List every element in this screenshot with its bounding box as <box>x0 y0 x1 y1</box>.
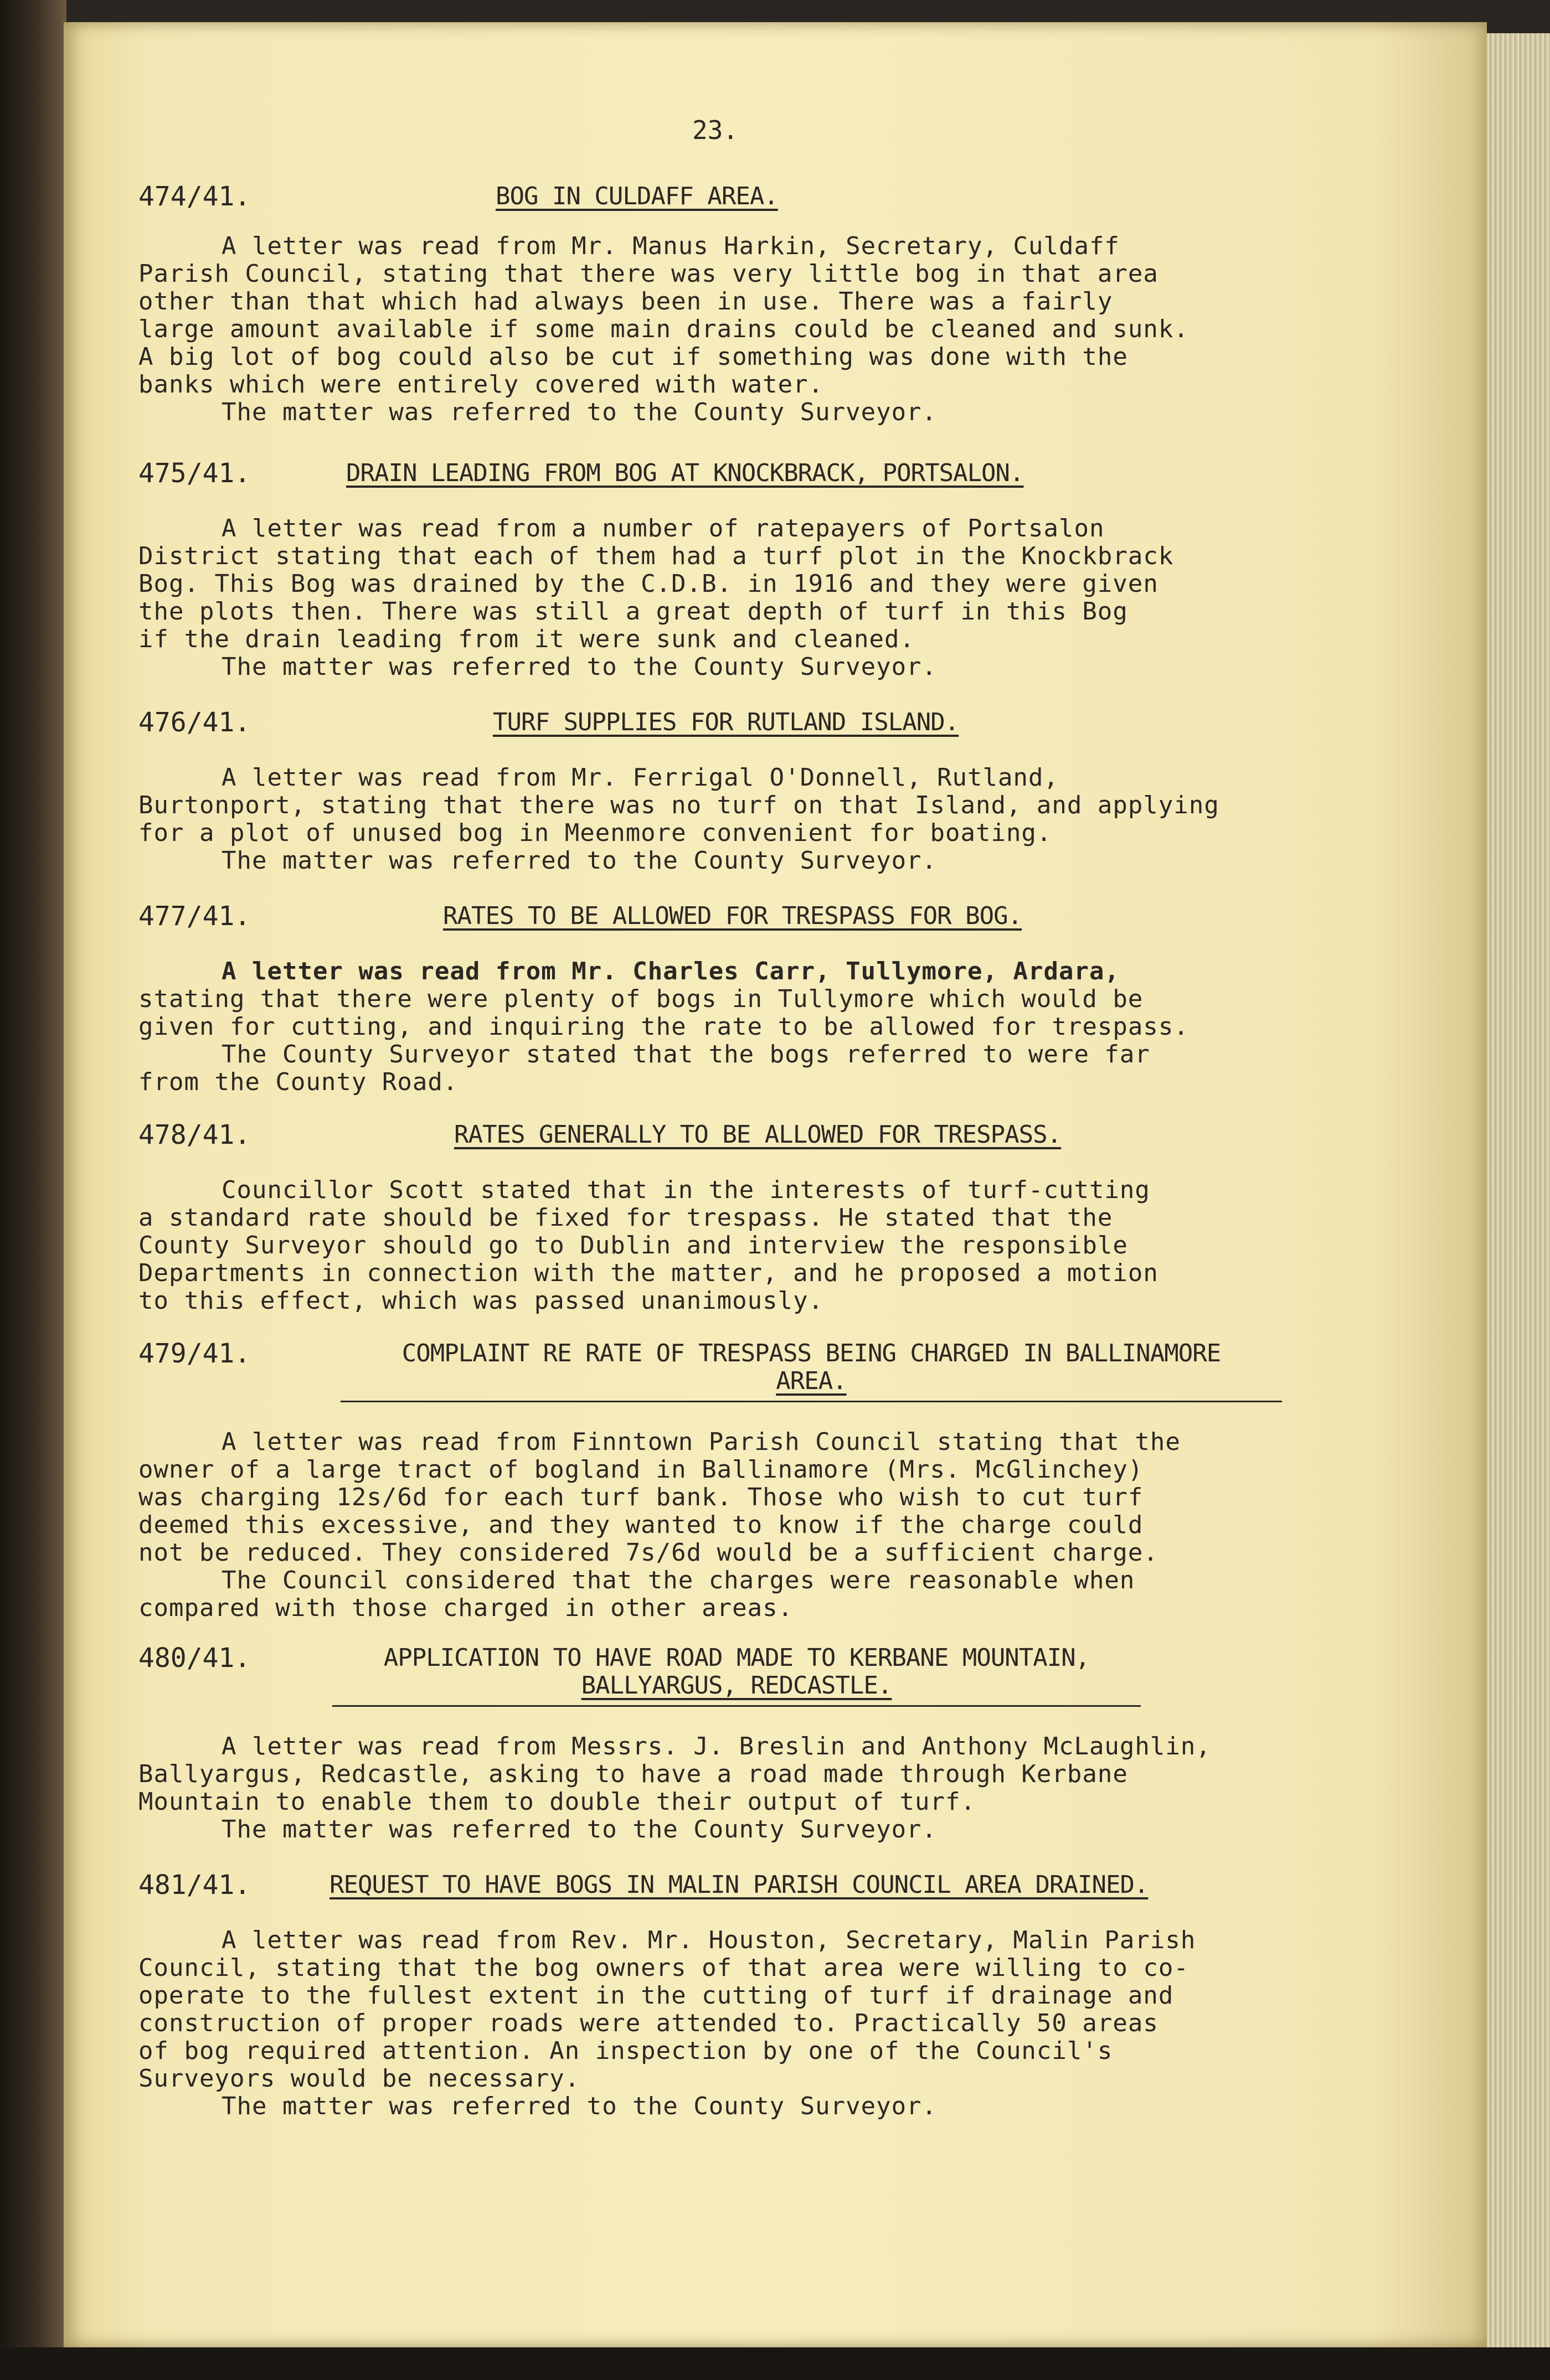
body-line: other than that which had always been in use. There was a fairly <box>138 287 1113 316</box>
body-line: owner of a large tract of bogland in Ballinamore (Mrs. McGlinchey) <box>138 1455 1144 1484</box>
body-line: stating that there were plenty of bogs in Tullymore which would be <box>138 985 1144 1013</box>
body-line: Bog. This Bog was drained by the C.D.B. in 1916 and they were given <box>138 570 1158 598</box>
body-line: Parish Council, stating that there was very little bog in that area <box>138 260 1158 288</box>
body-line: deemed this excessive, and they wanted to know if the charge could <box>138 1511 1144 1539</box>
body-line: A letter was read from Mr. Manus Harkin, Secretary, Culdaff <box>222 232 1120 260</box>
body-line: Departments in connection with the matter, and he proposed a motion <box>138 1259 1158 1287</box>
body-line: A letter was read from Rev. Mr. Houston, Secretary, Malin Parish <box>222 1926 1196 1954</box>
body-line: Burtonport, stating that there was no turf on that Island, and applying <box>138 791 1219 819</box>
minute-heading: TURF SUPPLIES FOR RUTLAND ISLAND. <box>493 708 959 736</box>
body-line: a standard rate should be fixed for trespass. He stated that the <box>138 1204 1113 1232</box>
body-line: the plots then. There was still a great depth of turf in this Bog <box>138 597 1128 626</box>
page-number: 23. <box>692 115 739 145</box>
scan-border <box>0 2347 1550 2380</box>
body-line: large amount available if some main drains could be cleaned and sunk. <box>138 315 1189 343</box>
minute-number: 479/41. <box>138 1338 251 1369</box>
minute-number: 480/41. <box>138 1643 251 1674</box>
body-line: Mountain to enable them to double their output of turf. <box>138 1788 976 1816</box>
body-line: compared with those charged in other areas. <box>138 1594 794 1622</box>
body-line: operate to the fullest extent in the cutting of turf if drainage and <box>138 1981 1174 2010</box>
minute-number: 475/41. <box>138 458 251 489</box>
body-line: not be reduced. They considered 7s/6d would be a sufficient charge. <box>138 1539 1158 1567</box>
minute-heading: BOG IN CULDAFF AREA. <box>496 182 778 210</box>
book-gutter <box>0 0 66 2380</box>
minute-number: 474/41. <box>138 181 251 212</box>
body-line: The matter was referred to the County Surveyor. <box>222 2092 938 2120</box>
body-line: if the drain leading from it were sunk and cleaned. <box>138 625 915 653</box>
heading-rule <box>341 1401 1282 1402</box>
body-line: Council, stating that the bog owners of that area were willing to co- <box>138 1954 1189 1982</box>
heading-line: APPLICATION TO HAVE ROAD MADE TO KERBANE MOUNTAIN, <box>383 1644 1090 1672</box>
body-line: The matter was referred to the County Surveyor. <box>222 398 938 426</box>
body-line: A letter was read from Mr. Charles Carr, Tullymore, Ardara, <box>222 957 1120 985</box>
body-line: District stating that each of them had a turf plot in the Knockbrack <box>138 542 1174 570</box>
minute-number: 476/41. <box>138 707 251 738</box>
body-line: A letter was read from a number of ratepayers of Portsalon <box>222 514 1105 543</box>
body-line: The matter was referred to the County Surveyor. <box>222 1815 938 1844</box>
minute-body <box>138 1733 1357 1844</box>
body-line: to this effect, which was passed unanimously. <box>138 1287 824 1315</box>
body-line: Ballyargus, Redcastle, asking to have a road made through Kerbane <box>138 1760 1128 1788</box>
body-line: County Surveyor should go to Dublin and interview the responsible <box>138 1231 1128 1259</box>
minute-body <box>138 515 1357 681</box>
minute-heading: RATES GENERALLY TO BE ALLOWED FOR TRESPASS. <box>454 1121 1062 1149</box>
body-line: for a plot of unused bog in Meenmore convenient for boating. <box>138 819 1052 847</box>
body-line: A letter was read from Finntown Parish Council stating that the <box>222 1428 1181 1456</box>
heading-line: BALLYARGUS, REDCASTLE. <box>581 1671 892 1700</box>
minute-body <box>138 764 1357 875</box>
body-line: The matter was referred to the County Surveyor. <box>222 653 938 681</box>
body-line: A letter was read from Messrs. J. Breslin and Anthony McLaughlin, <box>222 1732 1211 1761</box>
body-line: The County Surveyor stated that the bogs referred to were far <box>222 1040 1150 1068</box>
heading-line: AREA. <box>776 1367 847 1395</box>
minute-body <box>138 1428 1357 1622</box>
minute-heading: DRAIN LEADING FROM BOG AT KNOCKBRACK, PORTSALON. <box>346 459 1024 487</box>
body-line: The Council considered that the charges were reasonable when <box>222 1566 1135 1594</box>
body-line: Councillor Scott stated that in the interests of turf-cutting <box>222 1176 1150 1204</box>
heading-line: COMPLAINT RE RATE OF TRESPASS BEING CHARGED IN BALLINAMORE <box>401 1339 1221 1367</box>
body-line: A letter was read from Mr. Ferrigal O'Donnell, Rutland, <box>222 763 1059 792</box>
minute-number: 481/41. <box>138 1870 251 1901</box>
minute-heading: RATES TO BE ALLOWED FOR TRESPASS FOR BOG. <box>443 902 1022 930</box>
minute-body <box>138 958 1357 1096</box>
body-line: The matter was referred to the County Surveyor. <box>222 846 938 875</box>
body-line: from the County Road. <box>138 1068 459 1096</box>
minute-heading <box>332 1644 1141 1700</box>
minute-body <box>138 1176 1357 1315</box>
minute-number: 478/41. <box>138 1119 251 1150</box>
minute-heading: REQUEST TO HAVE BOGS IN MALIN PARISH COUNCIL AREA DRAINED. <box>329 1871 1149 1899</box>
heading-rule <box>332 1705 1141 1707</box>
body-line: given for cutting, and inquiring the rate to be allowed for trespass. <box>138 1013 1189 1041</box>
minute-body <box>138 1927 1357 2120</box>
minute-body <box>138 233 1357 426</box>
body-line: banks which were entirely covered with water. <box>138 370 824 399</box>
minute-number: 477/41. <box>138 901 251 932</box>
body-line: Surveyors would be necessary. <box>138 2064 580 2093</box>
body-line: was charging 12s/6d for each turf bank. Those who wish to cut turf <box>138 1483 1144 1511</box>
page-edges <box>1487 33 1550 2353</box>
body-line: A big lot of bog could also be cut if something was done with the <box>138 343 1128 371</box>
body-line: construction of proper roads were attended to. Practically 50 areas <box>138 2009 1158 2037</box>
body-line: of bog required attention. An inspection by one of the Council's <box>138 2037 1113 2065</box>
minute-heading <box>341 1340 1282 1395</box>
